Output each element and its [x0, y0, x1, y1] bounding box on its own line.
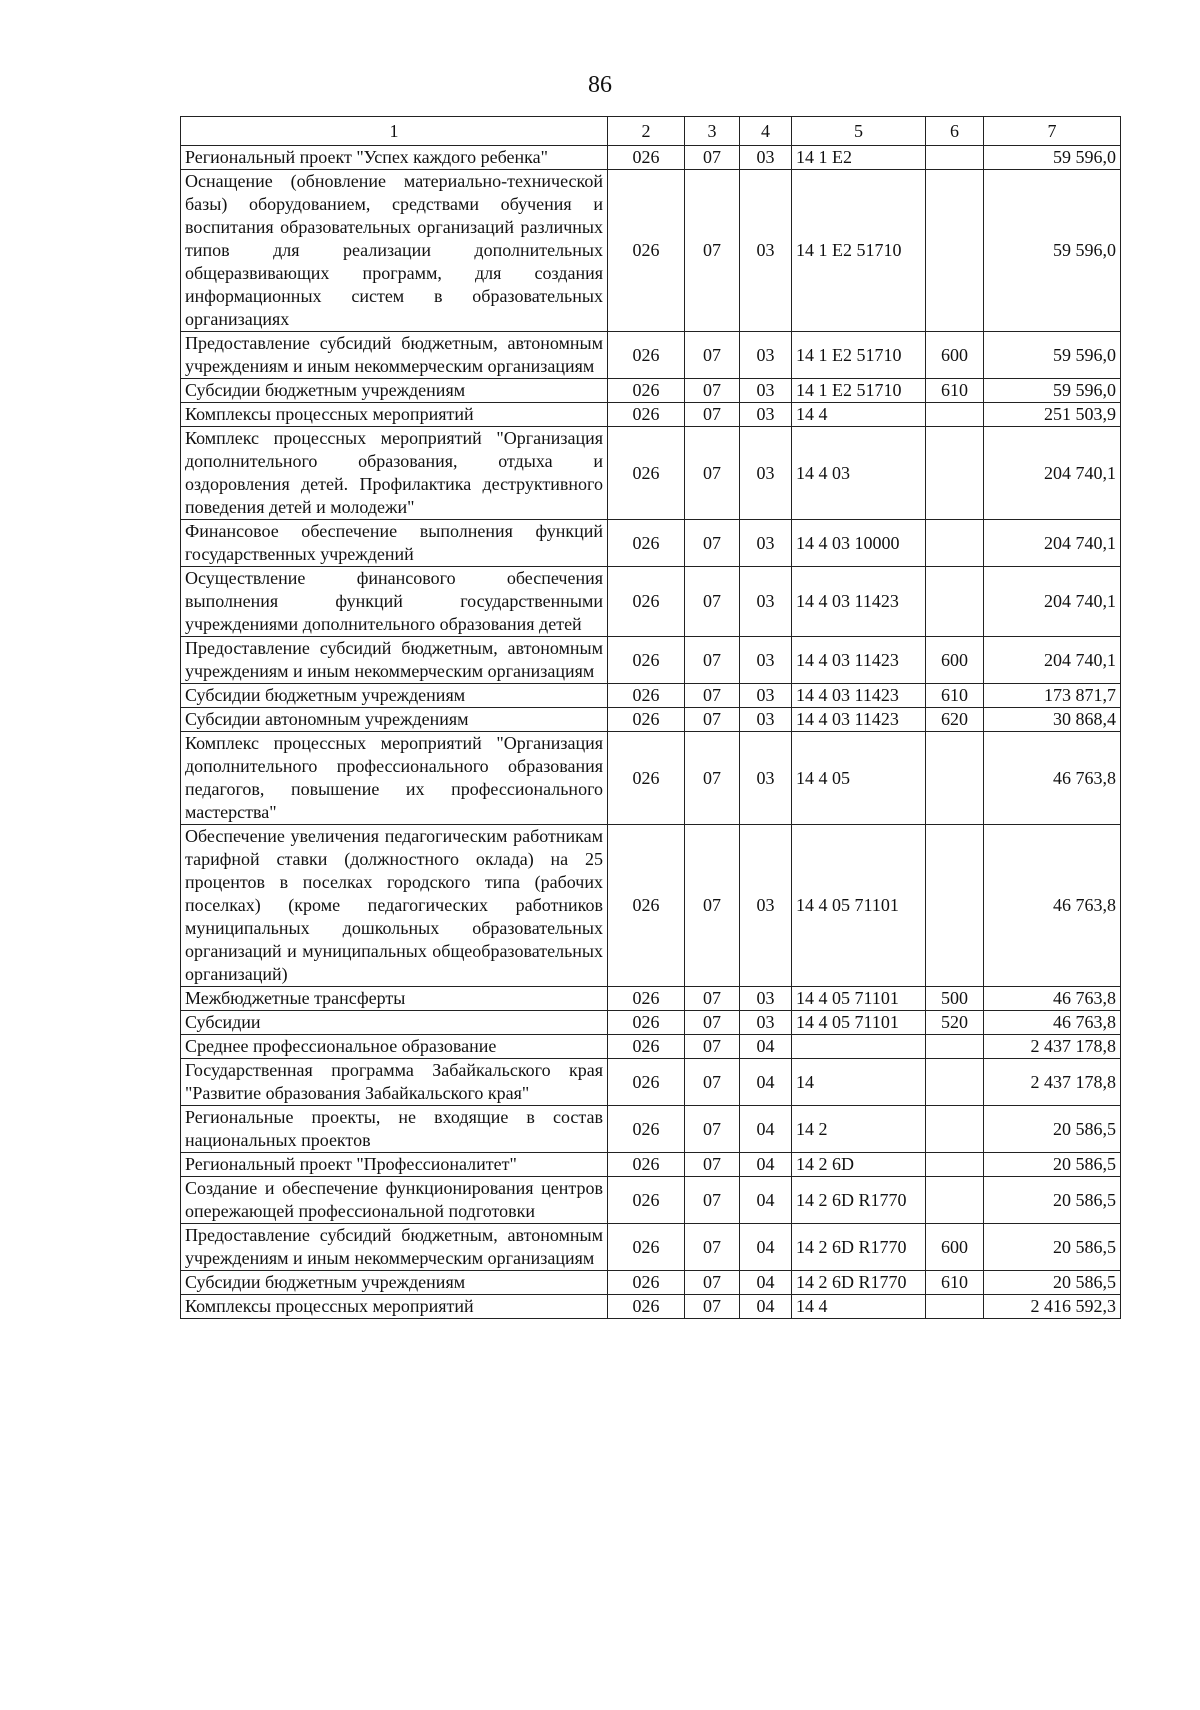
table-row — [181, 708, 1121, 732]
table-row — [181, 170, 1121, 332]
target-article-cell: 14 4 03 11423 — [792, 637, 926, 684]
ministry-code-cell: 026 — [608, 332, 685, 379]
expense-type-cell — [926, 1106, 984, 1153]
section-cell: 07 — [685, 1295, 740, 1319]
section-cell: 07 — [685, 1059, 740, 1106]
table-row — [181, 1106, 1121, 1153]
target-article-cell: 14 1 E2 — [792, 146, 926, 170]
expense-type-cell — [926, 825, 984, 987]
expense-type-cell — [926, 1059, 984, 1106]
ministry-code-cell: 026 — [608, 1106, 685, 1153]
amount-cell: 204 740,1 — [984, 567, 1121, 637]
subsection-cell: 03 — [740, 403, 792, 427]
amount-cell: 20 586,5 — [984, 1271, 1121, 1295]
amount-cell: 30 868,4 — [984, 708, 1121, 732]
subsection-cell: 04 — [740, 1035, 792, 1059]
expense-type-cell — [926, 520, 984, 567]
expense-type-cell: 600 — [926, 332, 984, 379]
row-name-cell: Предоставление субсидий бюджетным, автономным учреждениям и иным некоммерческим организациям — [181, 1224, 608, 1271]
ministry-code-cell: 026 — [608, 427, 685, 520]
subsection-cell: 04 — [740, 1106, 792, 1153]
row-name-cell: Межбюджетные трансферты — [181, 987, 608, 1011]
row-name-cell: Комплексы процессных мероприятий — [181, 403, 608, 427]
ministry-code-cell: 026 — [608, 1059, 685, 1106]
row-name-cell: Региональный проект "Профессионалитет" — [181, 1153, 608, 1177]
target-article-cell: 14 4 05 71101 — [792, 1011, 926, 1035]
table-row — [181, 1224, 1121, 1271]
section-cell: 07 — [685, 1177, 740, 1224]
target-article-cell: 14 2 6D R1770 — [792, 1177, 926, 1224]
subsection-cell: 03 — [740, 708, 792, 732]
expense-type-cell — [926, 1153, 984, 1177]
ministry-code-cell: 026 — [608, 1011, 685, 1035]
row-name-cell: Оснащение (обновление материально-технической базы) оборудованием, средствами обучения и воспитания образовательных организаций различных типов для реализации дополнительных общеразвивающих программ, для создания информационных систем в образовательных организациях — [181, 170, 608, 332]
row-name-cell: Региональный проект "Успех каждого ребенка" — [181, 146, 608, 170]
expense-type-cell — [926, 427, 984, 520]
row-name-cell: Среднее профессиональное образование — [181, 1035, 608, 1059]
column-header: 3 — [685, 117, 740, 146]
ministry-code-cell: 026 — [608, 708, 685, 732]
section-cell: 07 — [685, 170, 740, 332]
row-name-cell: Комплекс процессных мероприятий "Организация дополнительного образования, отдыха и оздоровления детей. Профилактика деструктивного поведения детей и молодежи" — [181, 427, 608, 520]
row-name-cell: Осуществление финансового обеспечения выполнения функций государственными учреждениями дополнительного образования детей — [181, 567, 608, 637]
table-row — [181, 427, 1121, 520]
table-row — [181, 146, 1121, 170]
amount-cell: 59 596,0 — [984, 146, 1121, 170]
subsection-cell: 03 — [740, 987, 792, 1011]
ministry-code-cell: 026 — [608, 170, 685, 332]
amount-cell: 173 871,7 — [984, 684, 1121, 708]
subsection-cell: 04 — [740, 1177, 792, 1224]
expense-type-cell: 500 — [926, 987, 984, 1011]
amount-cell: 20 586,5 — [984, 1177, 1121, 1224]
row-name-cell: Субсидии автономным учреждениям — [181, 708, 608, 732]
target-article-cell: 14 4 — [792, 1295, 926, 1319]
row-name-cell: Предоставление субсидий бюджетным, автономным учреждениям и иным некоммерческим организациям — [181, 637, 608, 684]
row-name-cell: Государственная программа Забайкальского края "Развитие образования Забайкальского края" — [181, 1059, 608, 1106]
amount-cell: 59 596,0 — [984, 332, 1121, 379]
column-header: 2 — [608, 117, 685, 146]
ministry-code-cell: 026 — [608, 1224, 685, 1271]
amount-cell: 46 763,8 — [984, 987, 1121, 1011]
target-article-cell: 14 — [792, 1059, 926, 1106]
row-name-cell: Комплексы процессных мероприятий — [181, 1295, 608, 1319]
expense-type-cell: 520 — [926, 1011, 984, 1035]
target-article-cell: 14 4 03 — [792, 427, 926, 520]
budget-table — [180, 116, 1121, 1319]
amount-cell: 59 596,0 — [984, 379, 1121, 403]
target-article-cell: 14 2 — [792, 1106, 926, 1153]
target-article-cell: 14 2 6D R1770 — [792, 1271, 926, 1295]
section-cell: 07 — [685, 732, 740, 825]
ministry-code-cell: 026 — [608, 379, 685, 403]
section-cell: 07 — [685, 567, 740, 637]
amount-cell: 2 437 178,8 — [984, 1035, 1121, 1059]
target-article-cell: 14 4 05 71101 — [792, 987, 926, 1011]
ministry-code-cell: 026 — [608, 684, 685, 708]
table-row — [181, 637, 1121, 684]
section-cell: 07 — [685, 1153, 740, 1177]
ministry-code-cell: 026 — [608, 732, 685, 825]
target-article-cell: 14 4 — [792, 403, 926, 427]
table-row — [181, 379, 1121, 403]
expense-type-cell — [926, 170, 984, 332]
ministry-code-cell: 026 — [608, 146, 685, 170]
table-row — [181, 1059, 1121, 1106]
expense-type-cell: 620 — [926, 708, 984, 732]
subsection-cell: 03 — [740, 1011, 792, 1035]
ministry-code-cell: 026 — [608, 520, 685, 567]
table-row — [181, 567, 1121, 637]
subsection-cell: 03 — [740, 637, 792, 684]
ministry-code-cell: 026 — [608, 987, 685, 1011]
expense-type-cell: 600 — [926, 637, 984, 684]
amount-cell: 46 763,8 — [984, 825, 1121, 987]
subsection-cell: 04 — [740, 1059, 792, 1106]
amount-cell: 2 416 592,3 — [984, 1295, 1121, 1319]
row-name-cell: Региональные проекты, не входящие в состав национальных проектов — [181, 1106, 608, 1153]
section-cell: 07 — [685, 708, 740, 732]
amount-cell: 204 740,1 — [984, 637, 1121, 684]
expense-type-cell — [926, 1177, 984, 1224]
section-cell: 07 — [685, 825, 740, 987]
target-article-cell: 14 1 E2 51710 — [792, 379, 926, 403]
amount-cell: 20 586,5 — [984, 1153, 1121, 1177]
section-cell: 07 — [685, 987, 740, 1011]
amount-cell: 59 596,0 — [984, 170, 1121, 332]
section-cell: 07 — [685, 520, 740, 567]
target-article-cell — [792, 1035, 926, 1059]
expense-type-cell — [926, 403, 984, 427]
row-name-cell: Обеспечение увеличения педагогическим работникам тарифной ставки (должностного оклада) на 25 процентов в поселках городского типа (рабочих поселках) (кроме педагогических работников муниципальных дошкольных образовательных организаций и муниципальных общеобразовательных организаций) — [181, 825, 608, 987]
ministry-code-cell: 026 — [608, 1295, 685, 1319]
expense-type-cell: 610 — [926, 1271, 984, 1295]
section-cell: 07 — [685, 146, 740, 170]
section-cell: 07 — [685, 1271, 740, 1295]
ministry-code-cell: 026 — [608, 825, 685, 987]
section-cell: 07 — [685, 403, 740, 427]
target-article-cell: 14 4 03 11423 — [792, 567, 926, 637]
row-name-cell: Субсидии бюджетным учреждениям — [181, 684, 608, 708]
table-header-row — [181, 117, 1121, 146]
subsection-cell: 03 — [740, 146, 792, 170]
amount-cell: 20 586,5 — [984, 1106, 1121, 1153]
amount-cell: 20 586,5 — [984, 1224, 1121, 1271]
subsection-cell: 03 — [740, 332, 792, 379]
table-row — [181, 732, 1121, 825]
row-name-cell: Субсидии бюджетным учреждениям — [181, 1271, 608, 1295]
target-article-cell: 14 4 05 — [792, 732, 926, 825]
target-article-cell: 14 2 6D R1770 — [792, 1224, 926, 1271]
expense-type-cell — [926, 1295, 984, 1319]
column-header: 5 — [792, 117, 926, 146]
target-article-cell: 14 4 03 11423 — [792, 708, 926, 732]
expense-type-cell: 610 — [926, 684, 984, 708]
table-row — [181, 1153, 1121, 1177]
row-name-cell: Субсидии бюджетным учреждениям — [181, 379, 608, 403]
target-article-cell: 14 1 E2 51710 — [792, 332, 926, 379]
table-row — [181, 1035, 1121, 1059]
section-cell: 07 — [685, 379, 740, 403]
target-article-cell: 14 4 05 71101 — [792, 825, 926, 987]
section-cell: 07 — [685, 1106, 740, 1153]
row-name-cell: Субсидии — [181, 1011, 608, 1035]
page-number: 86 — [588, 72, 612, 98]
expense-type-cell — [926, 732, 984, 825]
amount-cell: 2 437 178,8 — [984, 1059, 1121, 1106]
column-header: 6 — [926, 117, 984, 146]
row-name-cell: Предоставление субсидий бюджетным, автономным учреждениям и иным некоммерческим организациям — [181, 332, 608, 379]
section-cell: 07 — [685, 1035, 740, 1059]
table-row — [181, 1271, 1121, 1295]
subsection-cell: 04 — [740, 1153, 792, 1177]
table-body — [181, 146, 1121, 1319]
table-row — [181, 403, 1121, 427]
expense-type-cell: 600 — [926, 1224, 984, 1271]
section-cell: 07 — [685, 427, 740, 520]
row-name-cell: Финансовое обеспечение выполнения функций государственных учреждений — [181, 520, 608, 567]
table-row — [181, 332, 1121, 379]
subsection-cell: 04 — [740, 1224, 792, 1271]
amount-cell: 204 740,1 — [984, 520, 1121, 567]
subsection-cell: 04 — [740, 1295, 792, 1319]
table-row — [181, 1011, 1121, 1035]
target-article-cell: 14 4 03 11423 — [792, 684, 926, 708]
subsection-cell: 03 — [740, 732, 792, 825]
ministry-code-cell: 026 — [608, 1271, 685, 1295]
section-cell: 07 — [685, 1224, 740, 1271]
table-row — [181, 684, 1121, 708]
row-name-cell: Комплекс процессных мероприятий "Организация дополнительного профессионального образования педагогов, повышение их профессионального мастерства" — [181, 732, 608, 825]
subsection-cell: 03 — [740, 567, 792, 637]
amount-cell: 46 763,8 — [984, 1011, 1121, 1035]
subsection-cell: 03 — [740, 684, 792, 708]
column-header: 1 — [181, 117, 608, 146]
table-row — [181, 1177, 1121, 1224]
table-row — [181, 825, 1121, 987]
subsection-cell: 03 — [740, 520, 792, 567]
target-article-cell: 14 2 6D — [792, 1153, 926, 1177]
subsection-cell: 03 — [740, 170, 792, 332]
amount-cell: 251 503,9 — [984, 403, 1121, 427]
subsection-cell: 03 — [740, 379, 792, 403]
subsection-cell: 04 — [740, 1271, 792, 1295]
expense-type-cell — [926, 146, 984, 170]
expense-type-cell: 610 — [926, 379, 984, 403]
ministry-code-cell: 026 — [608, 1035, 685, 1059]
expense-type-cell — [926, 1035, 984, 1059]
ministry-code-cell: 026 — [608, 567, 685, 637]
ministry-code-cell: 026 — [608, 637, 685, 684]
row-name-cell: Создание и обеспечение функционирования центров опережающей профессиональной подготовки — [181, 1177, 608, 1224]
table-row — [181, 520, 1121, 567]
ministry-code-cell: 026 — [608, 1153, 685, 1177]
table-row — [181, 987, 1121, 1011]
column-header: 4 — [740, 117, 792, 146]
expense-type-cell — [926, 567, 984, 637]
section-cell: 07 — [685, 1011, 740, 1035]
subsection-cell: 03 — [740, 427, 792, 520]
amount-cell: 204 740,1 — [984, 427, 1121, 520]
section-cell: 07 — [685, 637, 740, 684]
section-cell: 07 — [685, 684, 740, 708]
amount-cell: 46 763,8 — [984, 732, 1121, 825]
target-article-cell: 14 1 E2 51710 — [792, 170, 926, 332]
section-cell: 07 — [685, 332, 740, 379]
subsection-cell: 03 — [740, 825, 792, 987]
ministry-code-cell: 026 — [608, 1177, 685, 1224]
target-article-cell: 14 4 03 10000 — [792, 520, 926, 567]
column-header: 7 — [984, 117, 1121, 146]
ministry-code-cell: 026 — [608, 403, 685, 427]
table-row — [181, 1295, 1121, 1319]
